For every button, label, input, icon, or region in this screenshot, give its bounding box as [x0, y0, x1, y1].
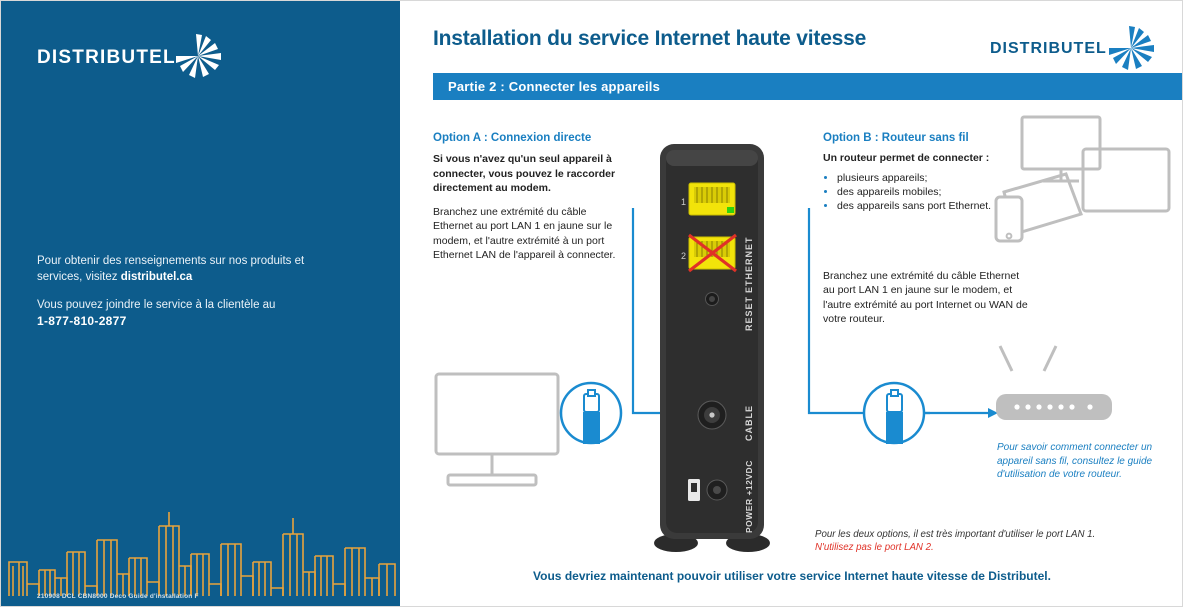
section-header-label: Partie 2 : Connecter les appareils	[448, 79, 660, 94]
devices-illustration	[996, 117, 1169, 241]
label-reset: RESET	[744, 295, 754, 331]
option-a-paragraph: Branchez une extrémité du câble Ethernet au port LAN 1 en jaune sur le modem, et l'autre extrémité à un port Ethernet LAN de l'appareil à connecter.	[433, 205, 616, 261]
option-b-bold-text: Un routeur permet de connecter :	[823, 152, 990, 164]
sidebar-info-line1: Pour obtenir des renseignements sur nos produits et	[37, 255, 305, 267]
option-a-heading: Option A : Connexion directe	[433, 132, 592, 144]
label-ethernet: ETHERNET	[744, 236, 754, 293]
option-b-paragraph: Branchez une extrémité du câble Ethernet au port LAN 1 en jaune sur le modem, et l'autre extrémité au port Internet ou WAN de votre routeur.	[823, 269, 1028, 325]
lan-warning-line1: Pour les deux options, il est très important d'utiliser le port LAN 1.	[815, 529, 1096, 540]
label-cable: CABLE	[744, 405, 754, 441]
document-code: 210908 DCL CBN8000 Deco Guide d'installation F	[37, 593, 199, 600]
closing-statement: Vous devriez maintenant pouvoir utiliser votre service Internet haute vitesse de Distributel.	[533, 569, 1051, 583]
header-logo-text: DISTRIBUTEL	[990, 40, 1107, 57]
page-title: Installation du service Internet haute vitesse	[433, 27, 867, 50]
sidebar-website: distributel.ca	[120, 271, 193, 283]
starburst-icon	[173, 33, 223, 84]
rj45-connector-right	[864, 383, 924, 444]
computer-monitor-illustration	[436, 374, 558, 485]
sidebar-logo-text: DISTRIBUTEL	[37, 47, 176, 68]
port-label-1: 1	[681, 197, 687, 207]
modem-illustration	[654, 144, 770, 552]
option-a-bold-text: Si vous n'avez qu'un seul appareil à connecter, vous pouvez le raccorder directement au modem.	[433, 153, 616, 194]
lan-warning-line2: N'utilisez pas le port LAN 2.	[815, 542, 934, 553]
option-b-heading: Option B : Routeur sans fil	[823, 132, 969, 144]
sidebar-support-phone: 1-877-810-2877	[37, 314, 127, 328]
skyline-illustration	[1, 466, 400, 596]
list-item: • des appareils sans port Ethernet.	[837, 199, 1033, 213]
wireless-router-illustration	[996, 346, 1112, 420]
sidebar-support-text	[37, 297, 357, 330]
sidebar-support-line: Vous pouvez joindre le service à la clientèle au	[37, 299, 276, 311]
installation-diagram	[400, 1, 1183, 607]
sidebar-info-text	[37, 253, 357, 285]
list-item: • des appareils mobiles;	[837, 185, 1033, 199]
main-content	[400, 1, 1183, 607]
left-sidebar	[1, 1, 400, 607]
sidebar-info-line2: services, visitez	[37, 271, 121, 283]
port-label-2: 2	[681, 251, 687, 261]
list-item: • plusieurs appareils;	[837, 171, 1033, 185]
rj45-connector-left	[561, 383, 621, 444]
router-guide-note: Pour savoir comment connecter un appareil sans fil, consultez le guide d'utilisation de votre routeur.	[997, 442, 1153, 480]
label-power: POWER +12VDC	[744, 460, 754, 533]
sidebar-logo	[37, 33, 257, 79]
